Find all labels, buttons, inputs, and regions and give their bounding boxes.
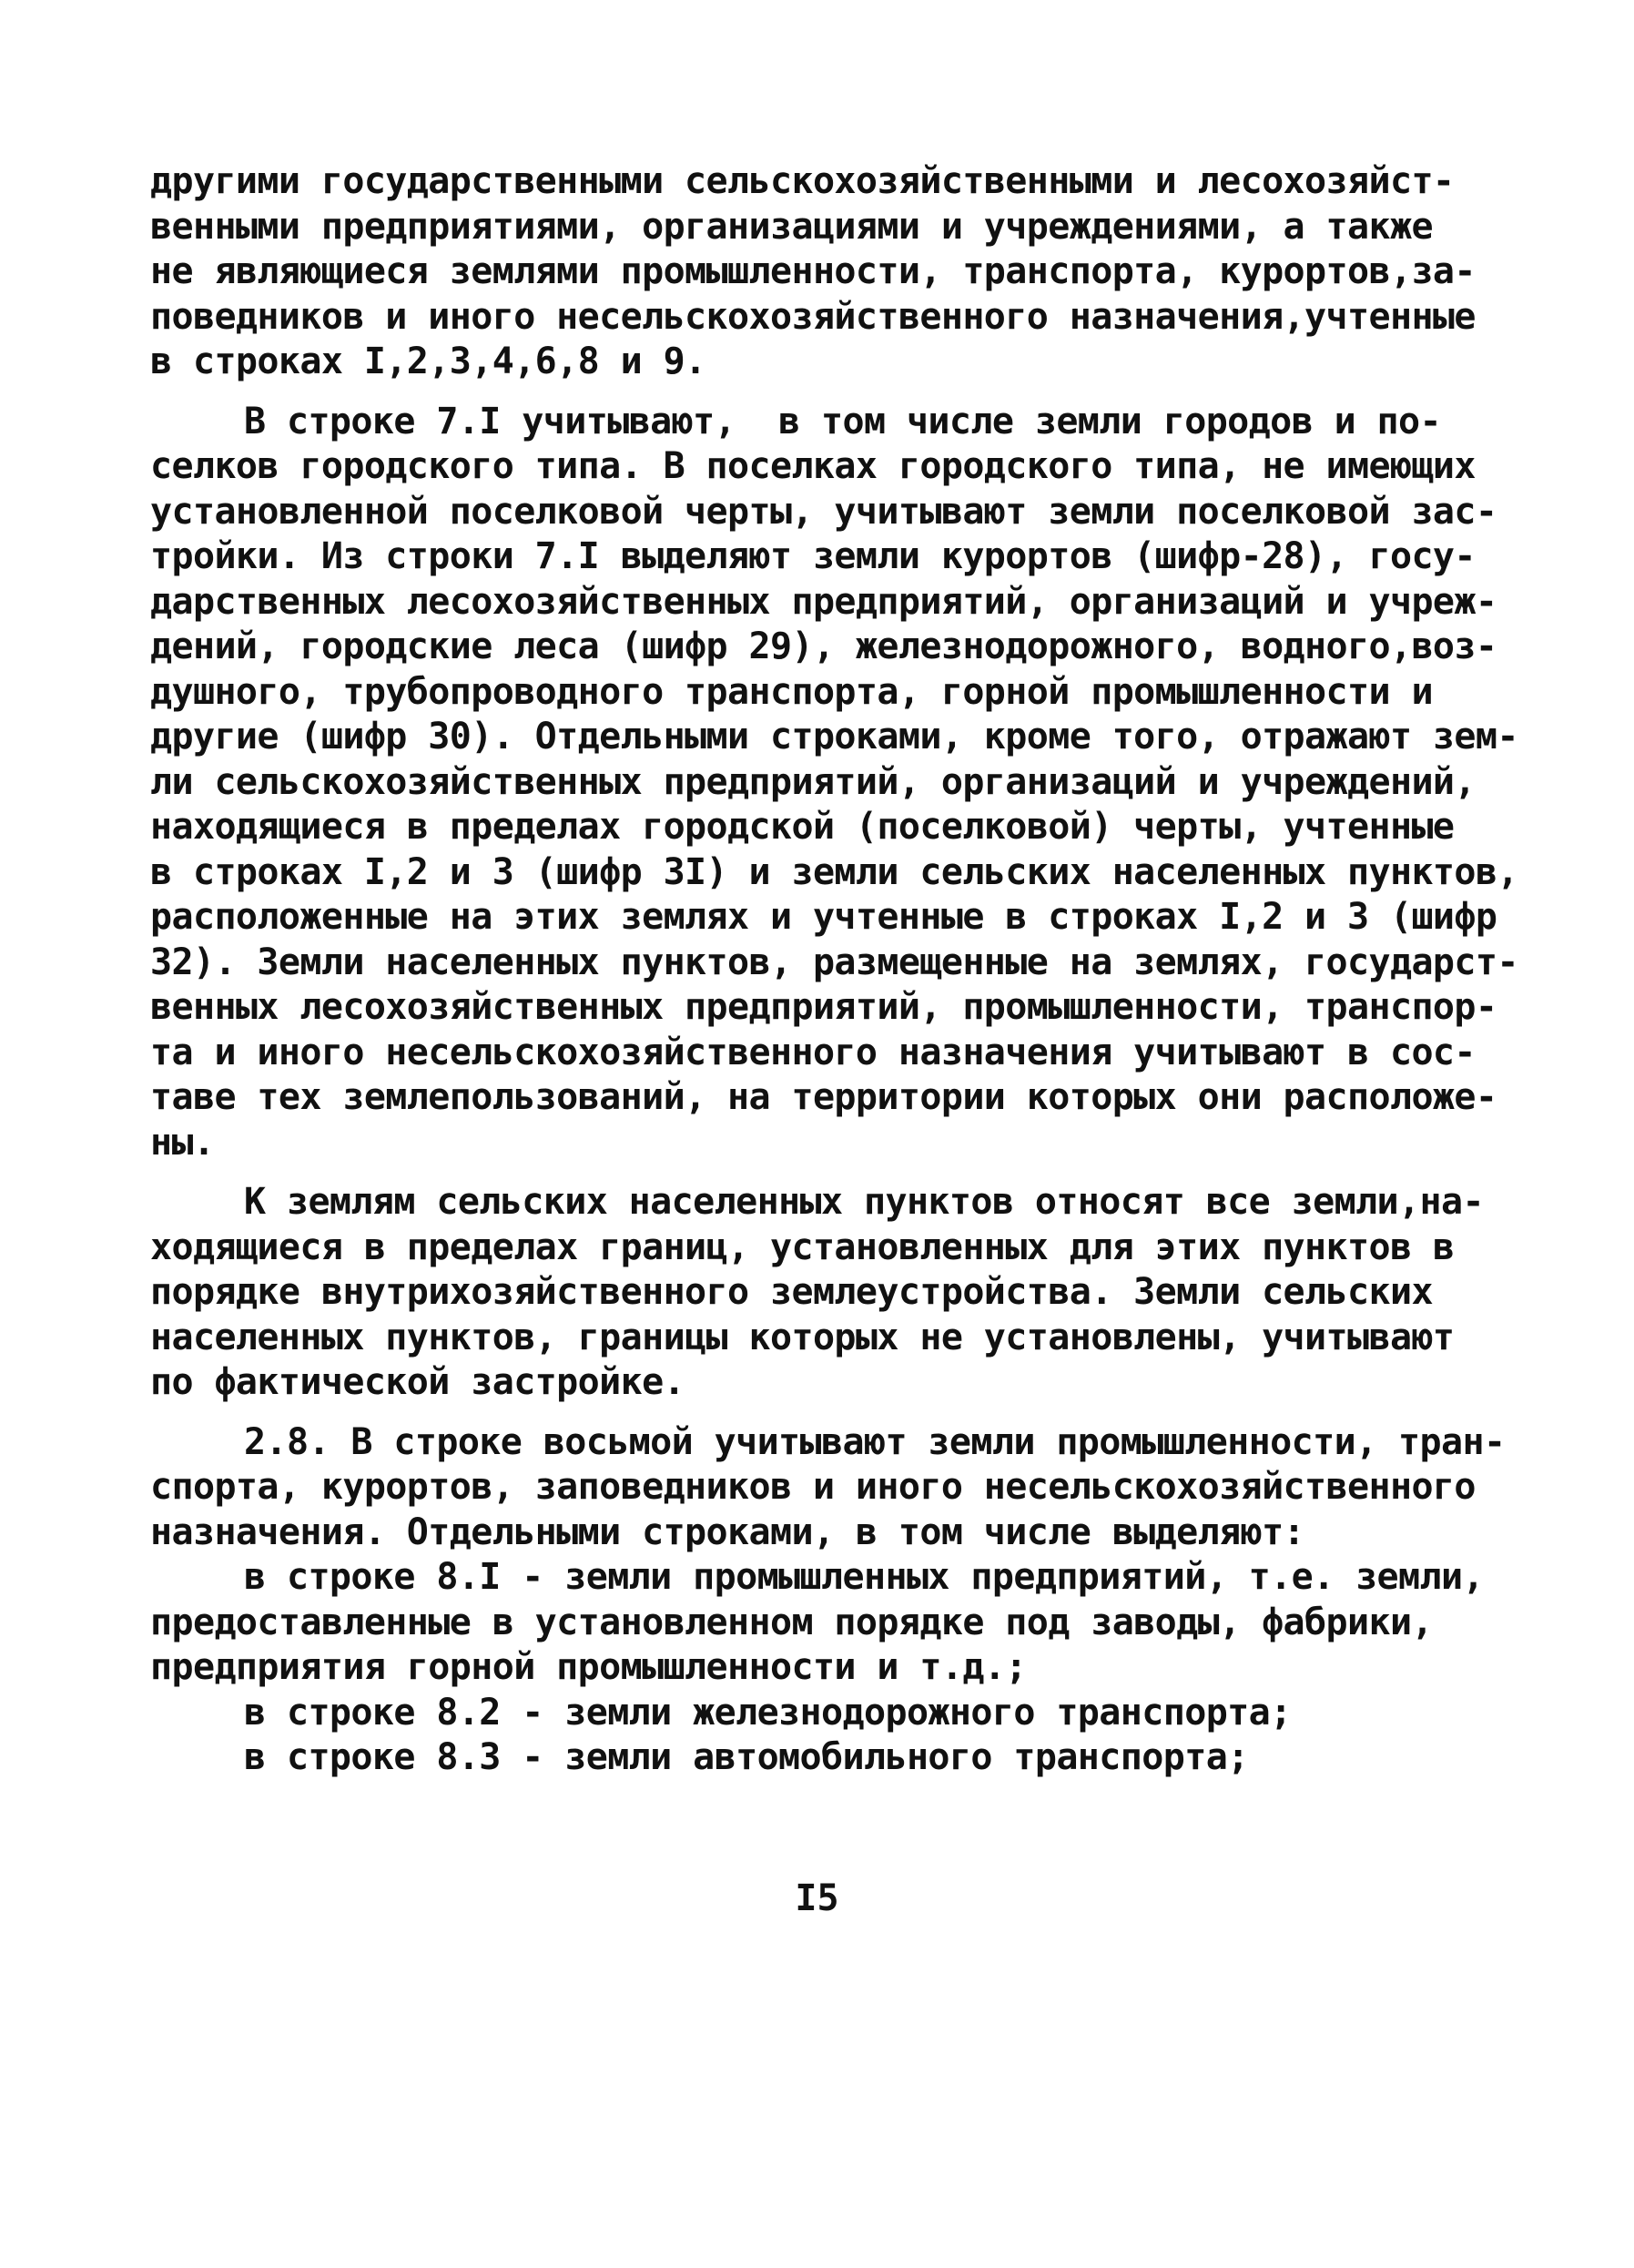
text-line: в строке 8.2 - земли железнодорожного транспорта; bbox=[244, 1691, 1292, 1734]
paragraph-gap bbox=[150, 1165, 1375, 1180]
paragraph-line-8-2 bbox=[150, 1691, 1375, 1736]
text-line: предоставленные в установленном порядке под заводы, фабрики, bbox=[150, 1601, 1433, 1643]
paragraph-line-8-1 bbox=[150, 1555, 1484, 1691]
text-line: другими государственными сельскохозяйственными и лесохозяйст- bbox=[150, 160, 1455, 202]
paragraph-line-7-1 bbox=[150, 400, 1518, 1166]
text-line: по фактической застройке. bbox=[150, 1361, 685, 1403]
text-line: та и иного несельскохозяйственного назначения учитывают в сос- bbox=[150, 1031, 1476, 1073]
text-line: венными предприятиями, организациями и учреждениями, а также bbox=[150, 205, 1433, 248]
text-line: ны. bbox=[150, 1121, 215, 1164]
paragraph-continued-list bbox=[150, 159, 1476, 385]
text-line: поведников и иного несельскохозяйственного назначения,учтенные bbox=[150, 295, 1476, 338]
text-line: спорта, курортов, заповедников и иного несельскохозяйственного bbox=[150, 1466, 1476, 1508]
page-number: I5 bbox=[795, 1877, 839, 1919]
text-line: К землям сельских населенных пунктов относят все земли,на- bbox=[244, 1181, 1484, 1223]
text-line: в строке 8.3 - земли автомобильного транспорта; bbox=[244, 1736, 1249, 1778]
text-line: установленной поселковой черты, учитывают земли поселковой зас- bbox=[150, 490, 1497, 533]
paragraph-section-2-8 bbox=[150, 1420, 1506, 1556]
paragraph-rural-settlements bbox=[150, 1180, 1484, 1406]
text-line: дарственных лесохозяйственных предприятий, организаций и учреж- bbox=[150, 580, 1497, 623]
text-line: назначения. Отдельными строками, в том числе выделяют: bbox=[150, 1510, 1305, 1553]
text-line: ли сельскохозяйственных предприятий, организаций и учреждений, bbox=[150, 760, 1476, 803]
paragraph-gap bbox=[150, 1406, 1375, 1420]
text-line: расположенные на этих землях и учтенные в строках I,2 и 3 (шифр bbox=[150, 896, 1497, 938]
text-line: душного, трубопроводного транспорта, горной промышленности и bbox=[150, 670, 1433, 713]
text-line: 32). Земли населенных пунктов, размещенные на землях, государст- bbox=[150, 941, 1518, 983]
text-line: дений, городские леса (шифр 29), железнодорожного, водного,воз- bbox=[150, 625, 1497, 667]
paragraph-gap bbox=[150, 385, 1375, 400]
text-line: 2.8. В строке восьмой учитывают земли промышленности, тран- bbox=[244, 1420, 1506, 1463]
paragraph-line-8-3 bbox=[150, 1735, 1375, 1781]
body-text bbox=[150, 159, 1518, 1781]
text-line: ходящиеся в пределах границ, установленных для этих пунктов в bbox=[150, 1226, 1455, 1268]
text-line: в строках I,2,3,4,6,8 и 9. bbox=[150, 341, 706, 382]
text-line: таве тех землепользований, на территории которых они расположе- bbox=[150, 1076, 1497, 1118]
text-line: селков городского типа. В поселках городского типа, не имеющих bbox=[150, 445, 1476, 487]
text-line: В строке 7.I учитывают, в том числе земли городов и по- bbox=[244, 400, 1441, 442]
text-line: в строках I,2 и 3 (шифр 3I) и земли сельских населенных пунктов, bbox=[150, 850, 1518, 893]
text-line: населенных пунктов, границы которых не установлены, учитывают bbox=[150, 1316, 1455, 1358]
text-line: порядке внутрихозяйственного землеустройства. Земли сельских bbox=[150, 1271, 1433, 1313]
text-line: другие (шифр 30). Отдельными строками, кроме того, отражают зем- bbox=[150, 716, 1518, 758]
text-line: тройки. Из строки 7.I выделяют земли курортов (шифр-28), госу- bbox=[150, 535, 1476, 577]
text-line: венных лесохозяйственных предприятий, промышленности, транспор- bbox=[150, 986, 1497, 1028]
text-line: не являющиеся землями промышленности, транспорта, курортов,за- bbox=[150, 250, 1476, 292]
text-line: в строке 8.I - земли промышленных предприятий, т.е. земли, bbox=[244, 1556, 1484, 1598]
text-line: находящиеся в пределах городской (поселковой) черты, учтенные bbox=[150, 806, 1455, 848]
text-line: предприятия горной промышленности и т.д.; bbox=[150, 1646, 1027, 1688]
